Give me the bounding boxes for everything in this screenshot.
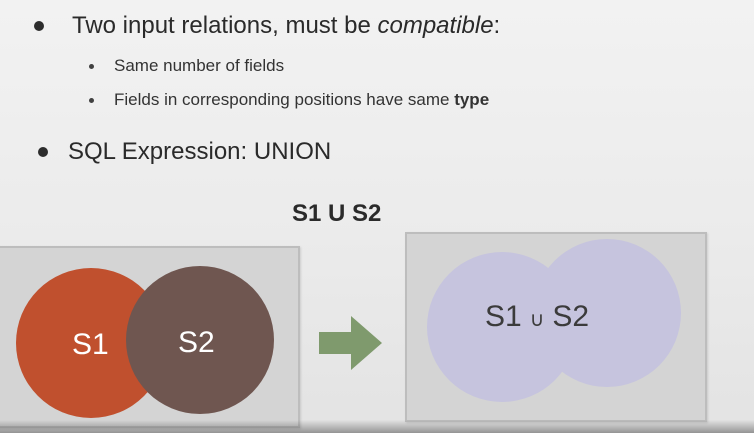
bullet-dot-icon (34, 21, 44, 31)
union-s2: S2 (552, 300, 590, 333)
diagram-title: S1 U S2 (292, 200, 382, 227)
union-label (485, 300, 589, 334)
bullet-text: Two input relations, must be (72, 12, 378, 39)
sub-bullet-dot-icon (89, 98, 94, 103)
right-arrow-icon (316, 313, 386, 373)
bullet-suffix: : (493, 12, 501, 39)
bullet-text: SQL Expression: UNION (68, 138, 332, 165)
venn-left-panel (0, 246, 300, 428)
sub-bullet-dot-icon (89, 64, 94, 69)
bullet-compatible (34, 12, 500, 40)
union-panel (405, 232, 707, 422)
bullet-emphasis: compatible (377, 12, 494, 39)
sub-bullet-text: Same number of fields (114, 56, 285, 75)
s1-label: S1 (72, 328, 109, 361)
union-s1: S1 (485, 300, 522, 333)
s2-label: S2 (178, 326, 215, 359)
bullet-dot-icon (38, 147, 48, 157)
sub-bullet-same-type (89, 90, 489, 110)
slide-bottom-edge (0, 420, 754, 433)
sub-bullet-bold: type (454, 90, 490, 109)
bullet-sql-expression (38, 138, 331, 166)
union-symbol: ∪ (529, 309, 545, 331)
sub-bullet-text: Fields in corresponding positions have same (114, 90, 455, 109)
sub-bullet-same-number (89, 56, 284, 76)
